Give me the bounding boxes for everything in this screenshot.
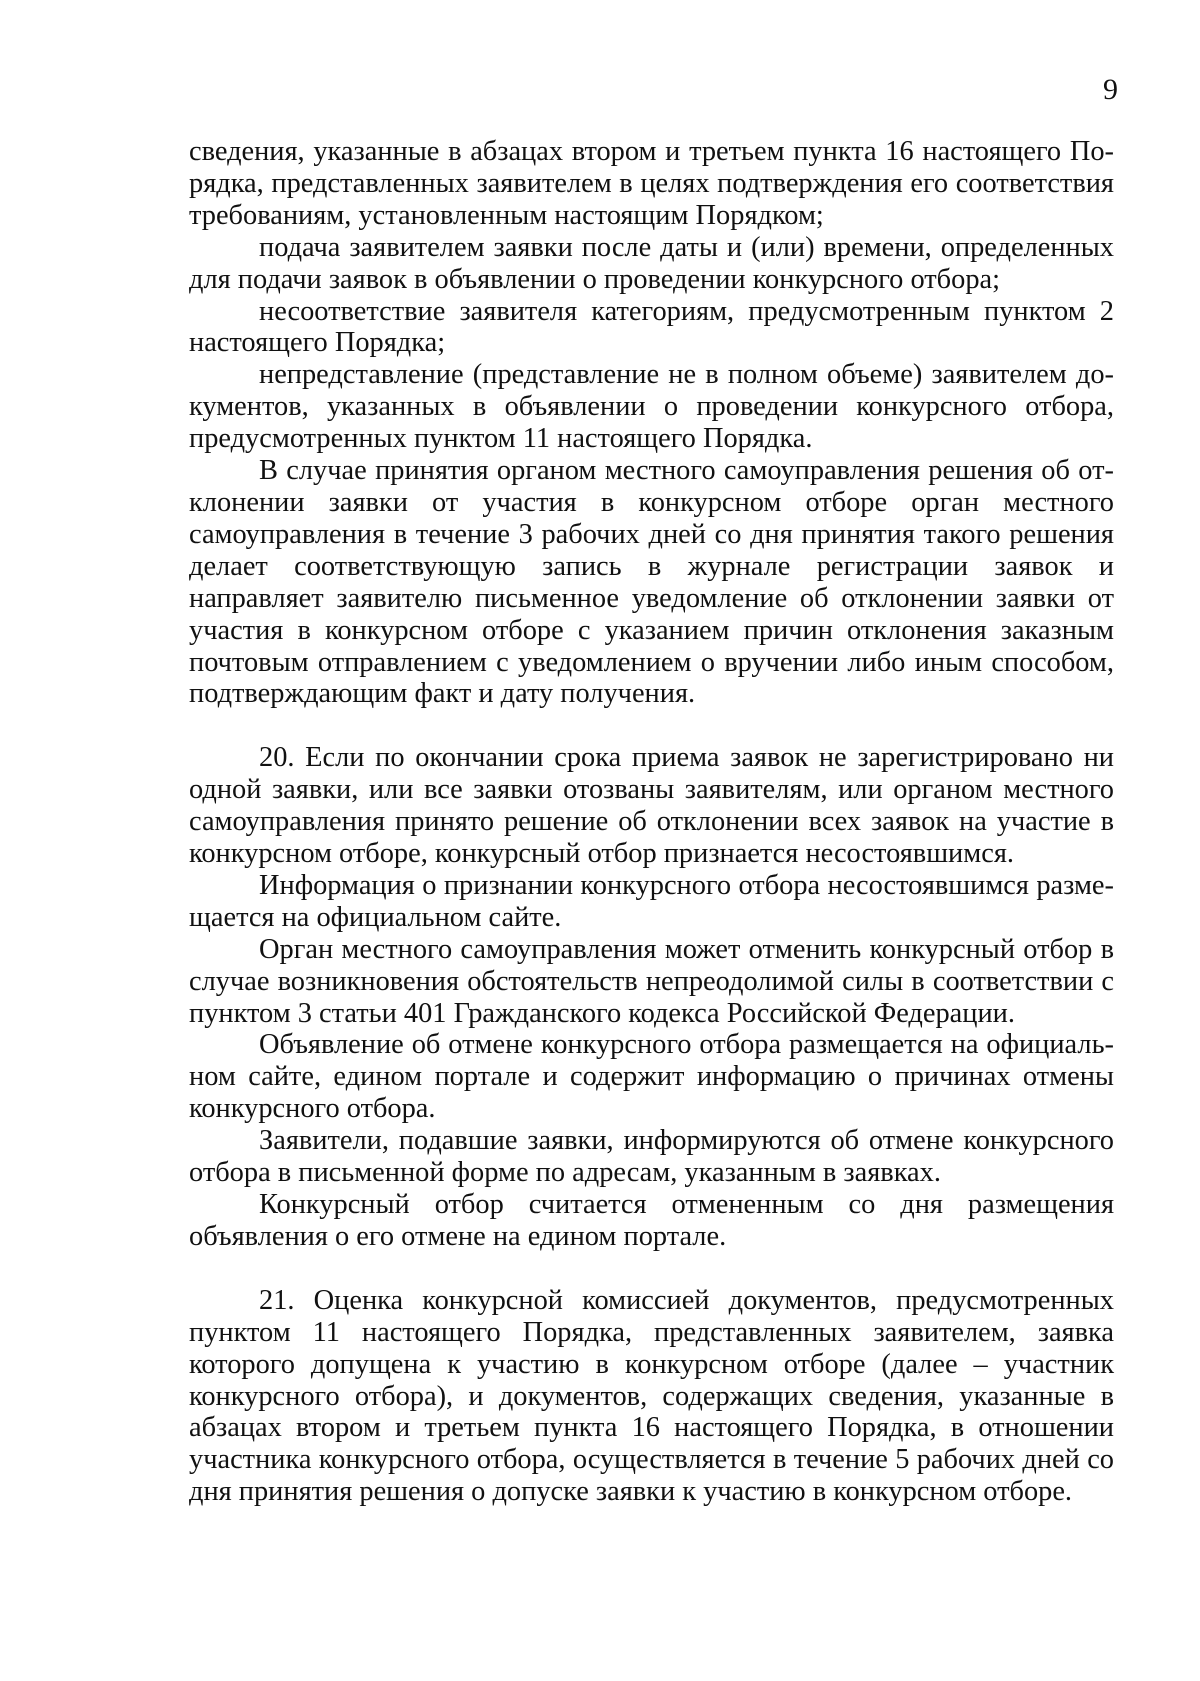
page-number: 9 [1103, 73, 1118, 106]
paragraph-applicants-informed: Заявители, подавшие заявки, информируются об отмене конкурсного отбора в письменной форме по адресам, указанным в заявках. [189, 1125, 1114, 1189]
paragraph-cancellation-force-majeure: Орган местного самоуправления может отменить конкурсный отбор в случае возникновения обстоятельств непреодолимой силы в соответствии с пунктом 3 статьи 401 Гражданского кодекса Российской Федерации. [189, 933, 1114, 1029]
paragraph-continuation: сведения, указанные в абзацах втором и третьем пункта 16 настоящего Порядка, представленных заявителем в целях подтверждения его соответствия требованиям, установленным настоящим Порядком; [189, 136, 1114, 231]
paragraph-late-submission: подача заявителем заявки после даты и (или) времени, определенных для подачи заявок в объявлении о проведении конкурсного отбора; [189, 231, 1114, 295]
paragraph-clause-20: 20. Если по окончании срока приема заявок не зарегистрировано ни одной заявки, или все заявки отозваны заявителям, или органом местного самоуправления принято решение об отклонении всех заявок на участие в конкурсном отборе, конкурсный отбор признается несостоявшимся. [189, 742, 1114, 870]
document-body [189, 136, 1114, 1508]
paragraph-cancellation-effective: Конкурсный отбор считается отмененным со дня размещения объявления о его отмене на едином портале. [189, 1189, 1114, 1252]
paragraph-category-mismatch: несоответствие заявителя категориям, предусмотренным пунктом 2 настоящего Порядка; [189, 295, 1114, 359]
paragraph-rejection-notice: В случае принятия органом местного самоуправления решения об отклонении заявки от участия в конкурсном отборе орган местного самоуправления в течение 3 рабочих дней со дня принятия такого решения делает соответствующую запись в журнале регистрации заявок и направляет заявителю письменное уведомление об отклонении заявки от участия в конкурсном отборе с указанием причин отклонения заказным почтовым отправлением с уведомлением о вручении либо иным способом, подтверждающим факт и дату получения. [189, 455, 1114, 710]
paragraph-cancellation-announcement: Объявление об отмене конкурсного отбора размещается на официальном сайте, едином портале и содержит информацию о причинах отмены конкурсного отбора. [189, 1029, 1114, 1125]
paragraph-failed-selection-info: Информация о признании конкурсного отбора несостоявшимся размещается на официальном сайте. [189, 869, 1114, 933]
paragraph-incomplete-documents: непредставление (представление не в полном объеме) заявителем документов, указанных в объявлении о проведении конкурсного отбора, предусмотренных пунктом 11 настоящего Порядка. [189, 359, 1114, 455]
paragraph-clause-21: 21. Оценка конкурсной комиссией документов, предусмотренных пунктом 11 настоящего Порядка, представленных заявителем, заявка которого допущена к участию в конкурсном отборе (далее – участник конкурсного отбора), и документов, содержащих сведения, указанные в абзацах втором и третьем пункта 16 настоящего Порядка, в отношении участника конкурсного отбора, осуществляется в течение 5 рабочих дней со дня принятия решения о допуске заявки к участию в конкурсном отборе. [189, 1284, 1114, 1508]
